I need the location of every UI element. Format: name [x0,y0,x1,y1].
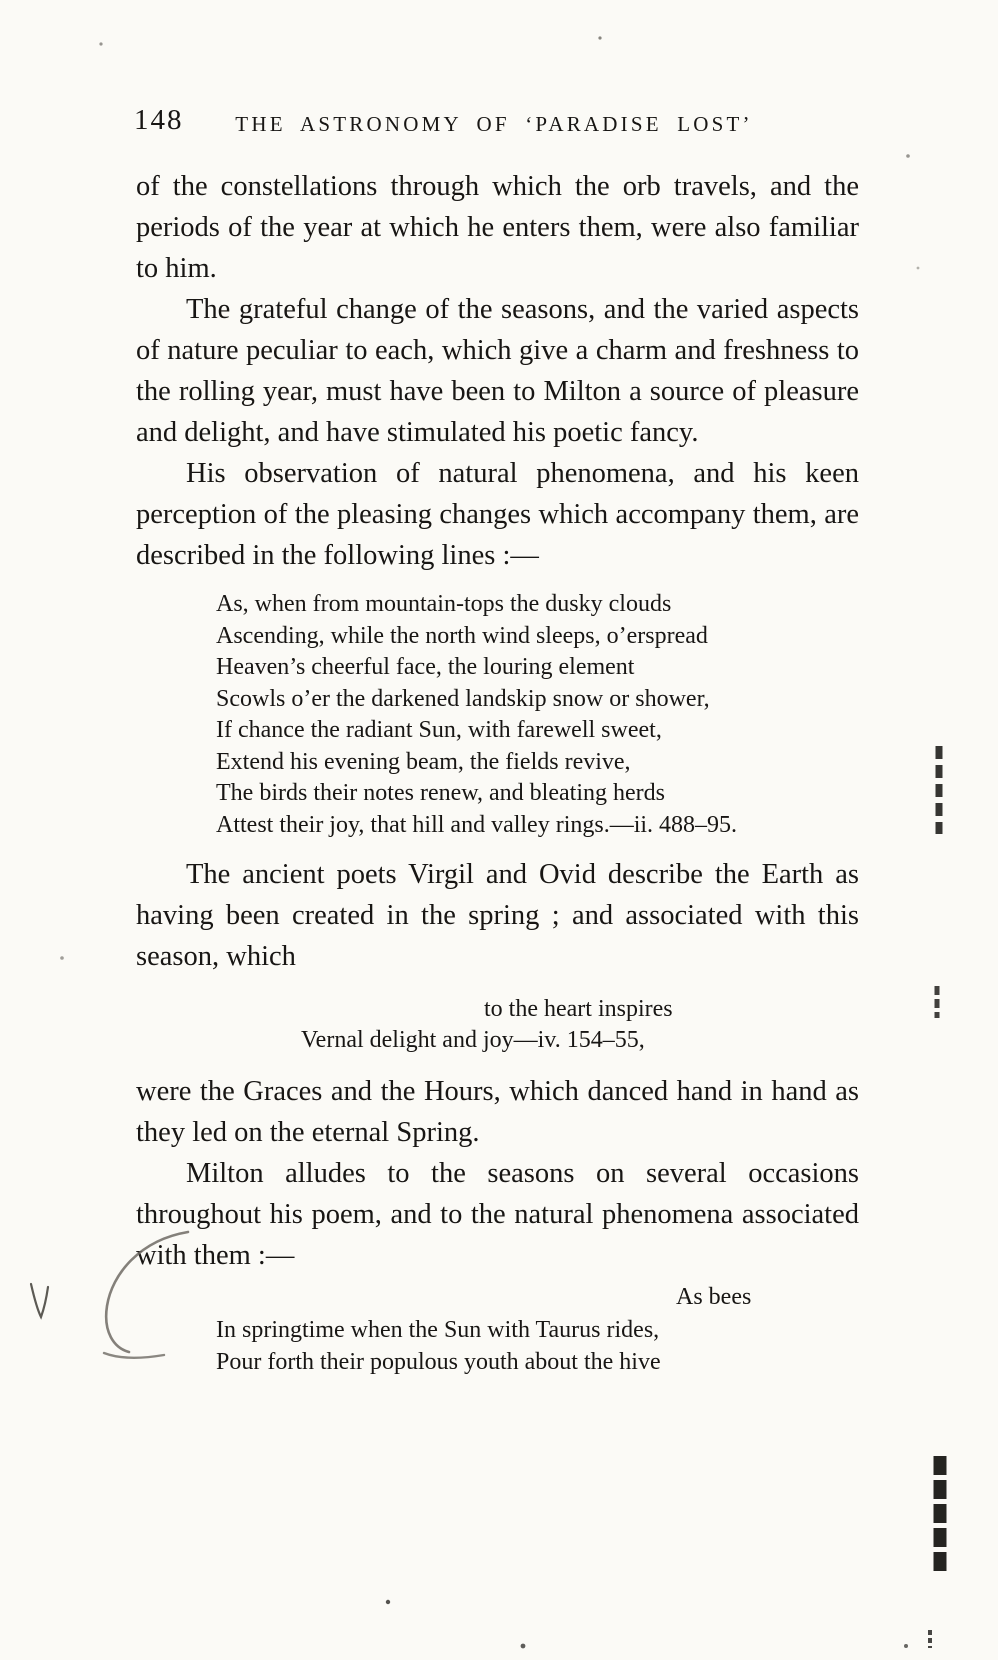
verse-line: Ascending, while the north wind sleeps, o’erspread [216,622,708,649]
verse-line: Pour forth their populous youth about the hive [216,1348,661,1375]
verse-line: As bees [676,1284,752,1310]
running-header: THE ASTRONOMY OF ‘PARADISE LOST’ [235,112,753,136]
scan-speck [386,1600,390,1604]
verse-line: As, when from mountain-tops the dusky clouds [216,591,672,617]
paragraph: The ancient poets Virgil and Ovid describe the Earth as having been created in the spring ; and associated with this season, which [136,859,859,972]
paragraph: Milton alludes to the seasons on several occasions throughout his poem, and to the natural phenomena associated with them :— [136,1158,859,1271]
paragraph: of the constellations through which the orb travels, and the periods of the year at which he enters them, were also familiar to him. [136,171,859,284]
paragraph: The grateful change of the seasons, and the varied aspects of nature peculiar to each, which give a charm and freshness to the rolling year, must have been to Milton a source of pleasure and delight, and have stimulated his poetic fancy. [136,294,859,448]
text-block [136,166,859,1378]
page-number: 148 [134,104,184,136]
verse-line: The birds their notes renew, and bleating herds [216,780,665,806]
verse-line: In springtime when the Sun with Taurus rides, [216,1317,660,1343]
scan-speck [904,1644,908,1648]
paragraph: were the Graces and the Hours, which danced hand in hand as they led on the eternal Spring. [136,1076,859,1148]
scan-speck [521,1644,526,1649]
scan-speck [598,36,601,39]
verse-line: Attest their joy, that hill and valley rings.—ii. 488–95. [216,811,738,838]
verse-line: Extend his evening beam, the fields revive, [216,748,631,775]
verse-line: Vernal delight and joy—iv. 154–55, [301,1027,645,1053]
verse-line: Scowls o’er the darkened landskip snow or shower, [216,685,710,712]
pencil-mark-check [31,1284,48,1317]
verse-quote-1 [216,589,859,841]
verse-quote-2 [136,994,859,1056]
verse-line: Heaven’s cheerful face, the louring element [216,654,635,680]
verse-quote-3 [216,1315,859,1378]
verse-line: If chance the radiant Sun, with farewell sweet, [216,717,662,743]
scan-speck [906,154,910,158]
verse-line: to the heart inspires [484,996,673,1022]
scan-speck [917,267,920,270]
scan-speck [99,42,102,45]
scan-speck [60,956,64,960]
paragraph: His observation of natural phenomena, and his keen perception of the pleasing changes which accompany them, are described in the following lines :— [136,458,859,571]
